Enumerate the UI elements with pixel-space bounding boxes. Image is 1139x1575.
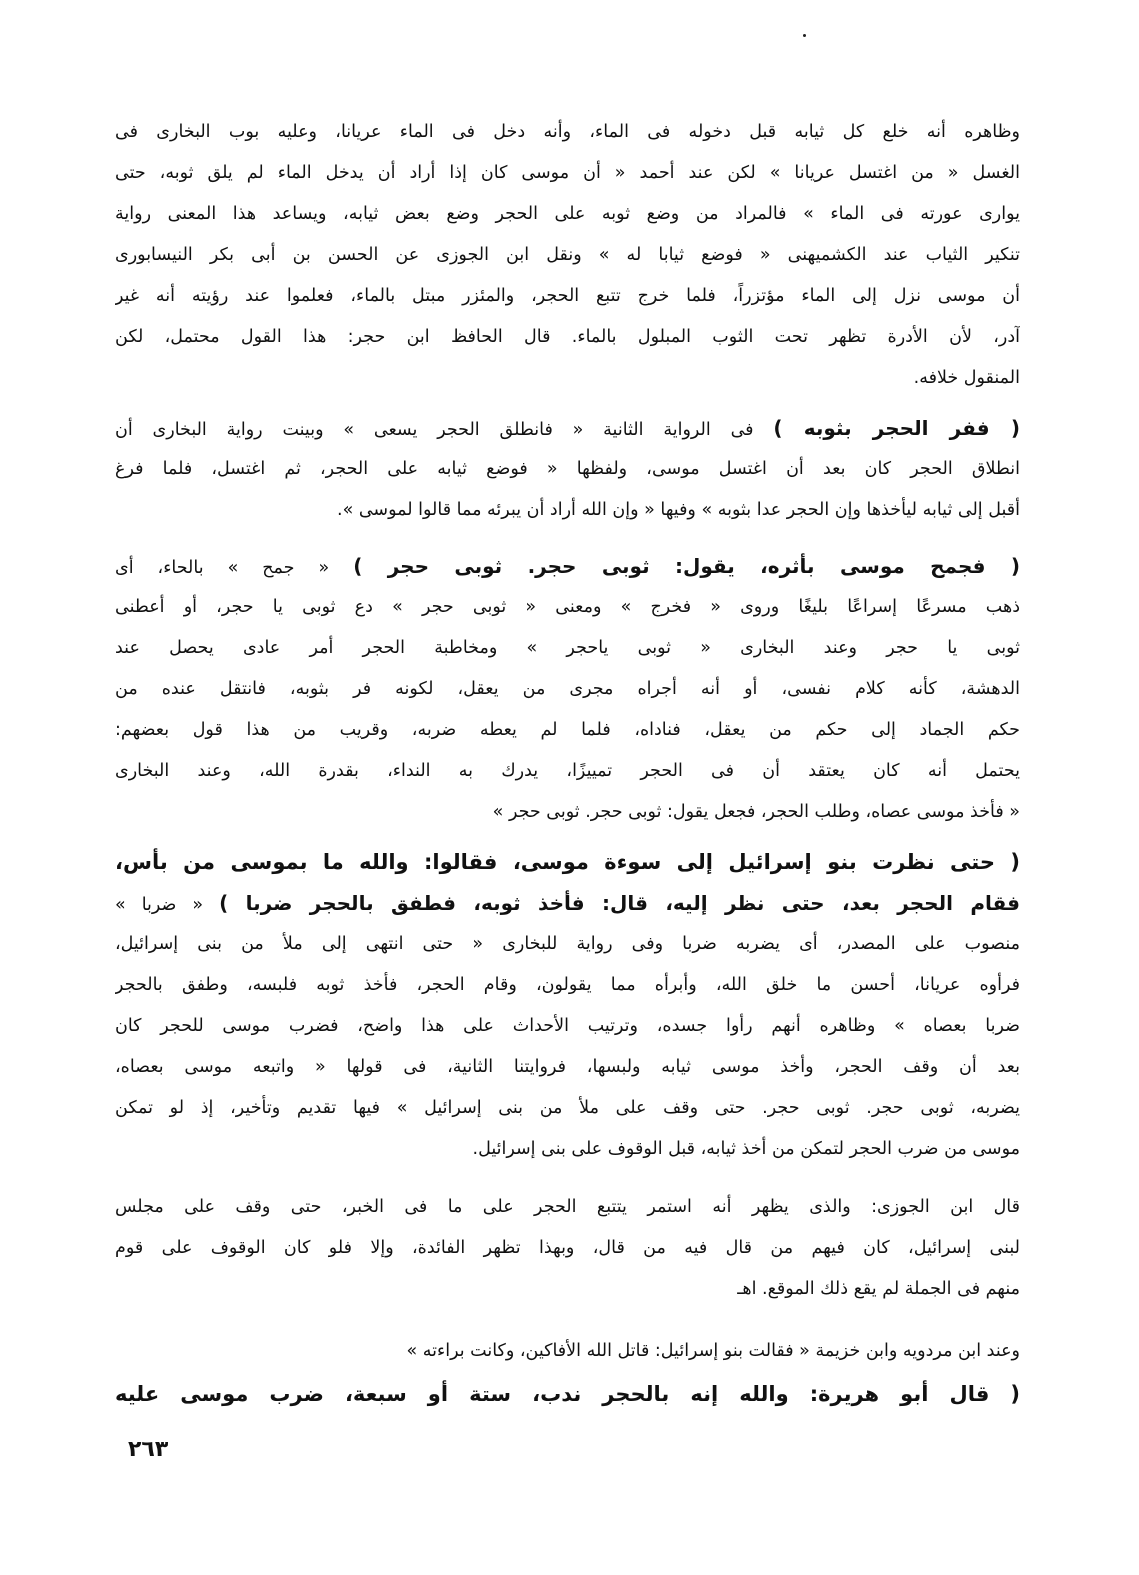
paragraph-2: [115, 408, 1020, 531]
text-line: منهم فى الجملة لم يقع ذلك الموقع. اهـ: [737, 1279, 1020, 1299]
page-number: ٢٦٣: [128, 1437, 169, 1462]
paragraph-4: [115, 842, 1020, 1170]
text-line: ذهب مسرعًا إسراعًا بليغًا وروى « فخرج » ومعنى « ثوبى حجر » دع ثوبى يا حجر، أو أعطنى: [115, 597, 1020, 617]
hadith-quote-line: ( قال أبو هريرة: والله إنه بالحجر ندب، ستة أو سبعة، ضرب موسى عليه: [115, 1382, 1020, 1406]
commentary-text: فى الرواية الثانية « فانطلق الحجر يسعى » وبينت رواية البخارى أن: [115, 420, 754, 440]
text-line: لبنى إسرائيل، كان فيهم من قال فيه من قال، وبهذا تظهر الفائدة، وإلا فلو كان الوقوف على قوم: [115, 1238, 1020, 1258]
text-line: ثوبى يا حجر وعند البخارى « ثوبى ياحجر » ومخاطبة الحجر أمر عادى يحصل عند: [115, 638, 1020, 658]
text-line: وظاهره أنه خلع كل ثيابه قبل دخوله فى الماء، وأنه دخل فى الماء عريانا، وعليه بوب البخارى فى: [115, 122, 1020, 142]
text-line: قال ابن الجوزى: والذى يظهر أنه استمر يتتبع الحجر على ما فى الخبر، حتى وقف على مجلس: [115, 1197, 1020, 1217]
text-line: المنقول خلافه.: [913, 368, 1020, 388]
hadith-quote-line: ( حتى نظرت بنو إسرائيل إلى سوءة موسى، فقالوا: والله ما بموسى من بأس،: [115, 850, 1020, 874]
text-line: فرأوه عريانا، أحسن ما خلق الله، وأبرأه مما يقولون، وقام الحجر، فأخذ ثوبه فلبسه، وطفق بالحجر: [115, 975, 1020, 995]
paragraph-5: [115, 1187, 1020, 1310]
text-line: [115, 883, 1020, 924]
hadith-quote: ( ففر الحجر بثوبه ): [773, 416, 1020, 440]
paragraph-1: [115, 112, 1020, 399]
text-line: يحتمل أنه كان يعتقد أن فى الحجر تمييزًا، يدرك به النداء، بقدرة الله، وعند البخارى: [115, 761, 1020, 781]
text-line: أقبل إلى ثيابه ليأخذها وإن الحجر عدا بثوبه » وفيها « وإن الله أراد أن يبرئه مما قالوا لموسى ».: [337, 500, 1020, 520]
text-line: يضربه، ثوبى حجر. ثوبى حجر. حتى وقف على ملأ من بنى إسرائيل » فيها تقديم وتأخير، إذ لو تمكن: [115, 1098, 1020, 1118]
text-line: يوارى عورته فى الماء » فالمراد من وضع ثوبه على الحجر وضع بعض ثيابه، ويساعد هذا المعنى رواية: [115, 204, 1020, 224]
text-line: [115, 546, 1020, 587]
text-line: تنكير الثياب عند الكشميهنى « فوضع ثيابا له » ونقل ابن الجوزى عن الحسن بن أبى بكر النيسابورى: [115, 245, 1020, 265]
hadith-quote: ( فجمح موسى بأثره، يقول: ثوبى حجر. ثوبى حجر ): [353, 554, 1020, 578]
text-line: بعد أن وقف الحجر، وأخذ موسى ثيابه ولبسها، فروايتنا الثانية، فى قولها « واتبعه موسى بعصاه،: [115, 1057, 1020, 1077]
text-line: الدهشة، كأنه كلام نفسى، أو أنه أجراه مجرى من يعقل، لكونه فر بثوبه، فانتقل عنده من: [115, 679, 1020, 699]
text-line: منصوب على المصدر، أى يضربه ضربا وفى رواية للبخارى « حتى انتهى إلى ملأ من بنى إسرائيل،: [115, 934, 1020, 954]
text-line: حكم الجماد إلى حكم من يعقل، فناداه، فلما لم يعطه ضربه، وقريب من هذا قول بعضهم:: [115, 720, 1020, 740]
commentary-text: « ضربا »: [115, 895, 204, 915]
ink-speck: [803, 34, 806, 37]
text-line: [115, 408, 1020, 449]
paragraph-7: [115, 1374, 1020, 1415]
text-line: الغسل « من اغتسل عريانا » لكن عند أحمد « أن موسى كان إذا أراد أن يدخل الماء لم يلق ثوبه، حتى: [115, 163, 1020, 183]
text-line: وعند ابن مردويه وابن خزيمة « فقالت بنو إسرائيل: قاتل الله الأفاكين، وكانت براءته »: [406, 1341, 1020, 1361]
text-line: انطلاق الحجر كان بعد أن اغتسل موسى، ولفظها « فوضع ثيابه على الحجر، ثم اغتسل، فلما فرغ: [115, 459, 1020, 479]
paragraph-6: [115, 1331, 1020, 1372]
hadith-quote: فقام الحجر بعد، حتى نظر إليه، قال: فأخذ ثوبه، فطفق بالحجر ضربا ): [219, 891, 1020, 915]
text-line: آدر، لأن الأدرة تظهر تحت الثوب المبلول بالماء. قال الحافظ ابن حجر: هذا القول محتمل، لكن: [115, 327, 1020, 347]
text-line: ضربا بعصاه » وظاهره أنهم رأوا جسده، وترتيب الأحداث على هذا واضح، فضرب موسى للحجر كان: [115, 1016, 1020, 1036]
paragraph-3: [115, 546, 1020, 833]
commentary-text: « جمح » بالحاء، أى: [115, 558, 330, 578]
text-line: « فأخذ موسى عصاه، وطلب الحجر، فجعل يقول: ثوبى حجر. ثوبى حجر »: [492, 802, 1020, 822]
text-line: أن موسى نزل إلى الماء مؤتزراً، فلما خرج تتبع الحجر، والمئزر مبتل بالماء، فعلموا عند رؤيته أنه غير: [115, 286, 1020, 306]
text-line: موسى من ضرب الحجر لتمكن من أخذ ثيابه، قبل الوقوف على بنى إسرائيل.: [472, 1139, 1020, 1159]
